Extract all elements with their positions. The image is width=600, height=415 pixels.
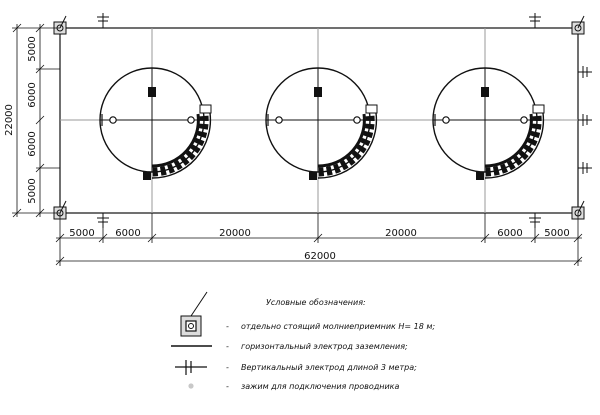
dim-bottom-seg-6: 5000 — [544, 228, 570, 239]
dim-left-total: 22000 — [4, 104, 15, 136]
dim-left-seg-2: 6000 — [27, 82, 38, 108]
dim-bottom-seg-4: 20000 — [385, 228, 417, 239]
tank-1 — [100, 68, 211, 180]
dim-bottom-seg-1: 5000 — [69, 228, 95, 239]
tank-2 — [266, 68, 377, 180]
legend-title: Условные обозначения: — [266, 298, 366, 307]
dim-left-seg-1: 5000 — [27, 36, 38, 62]
tank-3 — [433, 68, 544, 180]
legend-lightning-rod-icon — [181, 292, 207, 336]
legend-dash-3: - — [226, 363, 229, 372]
dim-bottom-seg-5: 6000 — [497, 228, 523, 239]
lightning-rod-top-left — [54, 16, 66, 34]
legend-dash-2: - — [226, 342, 229, 351]
dim-bottom-total: 62000 — [304, 251, 336, 262]
legend-dash-1: - — [226, 322, 229, 331]
lightning-rod-top-right — [572, 16, 584, 34]
legend-dash-4: - — [226, 382, 229, 391]
dim-bottom-seg-3: 20000 — [219, 228, 251, 239]
legend-text-3: Вертикальный электрод длиной 3 метра; — [241, 363, 417, 372]
legend-clamp-icon — [188, 383, 193, 388]
dim-left-seg-4: 5000 — [27, 178, 38, 204]
legend-vertical-electrode-icon — [175, 360, 207, 375]
dim-left-seg-3: 6000 — [27, 131, 38, 157]
legend-text-4: зажим для подключения проводника — [241, 382, 400, 391]
legend-text-2: горизонтальный электрод заземления; — [241, 342, 408, 351]
legend-text-1: отдельно стоящий молниеприемник Н= 18 м; — [241, 322, 436, 331]
dim-bottom-seg-2: 6000 — [115, 228, 141, 239]
